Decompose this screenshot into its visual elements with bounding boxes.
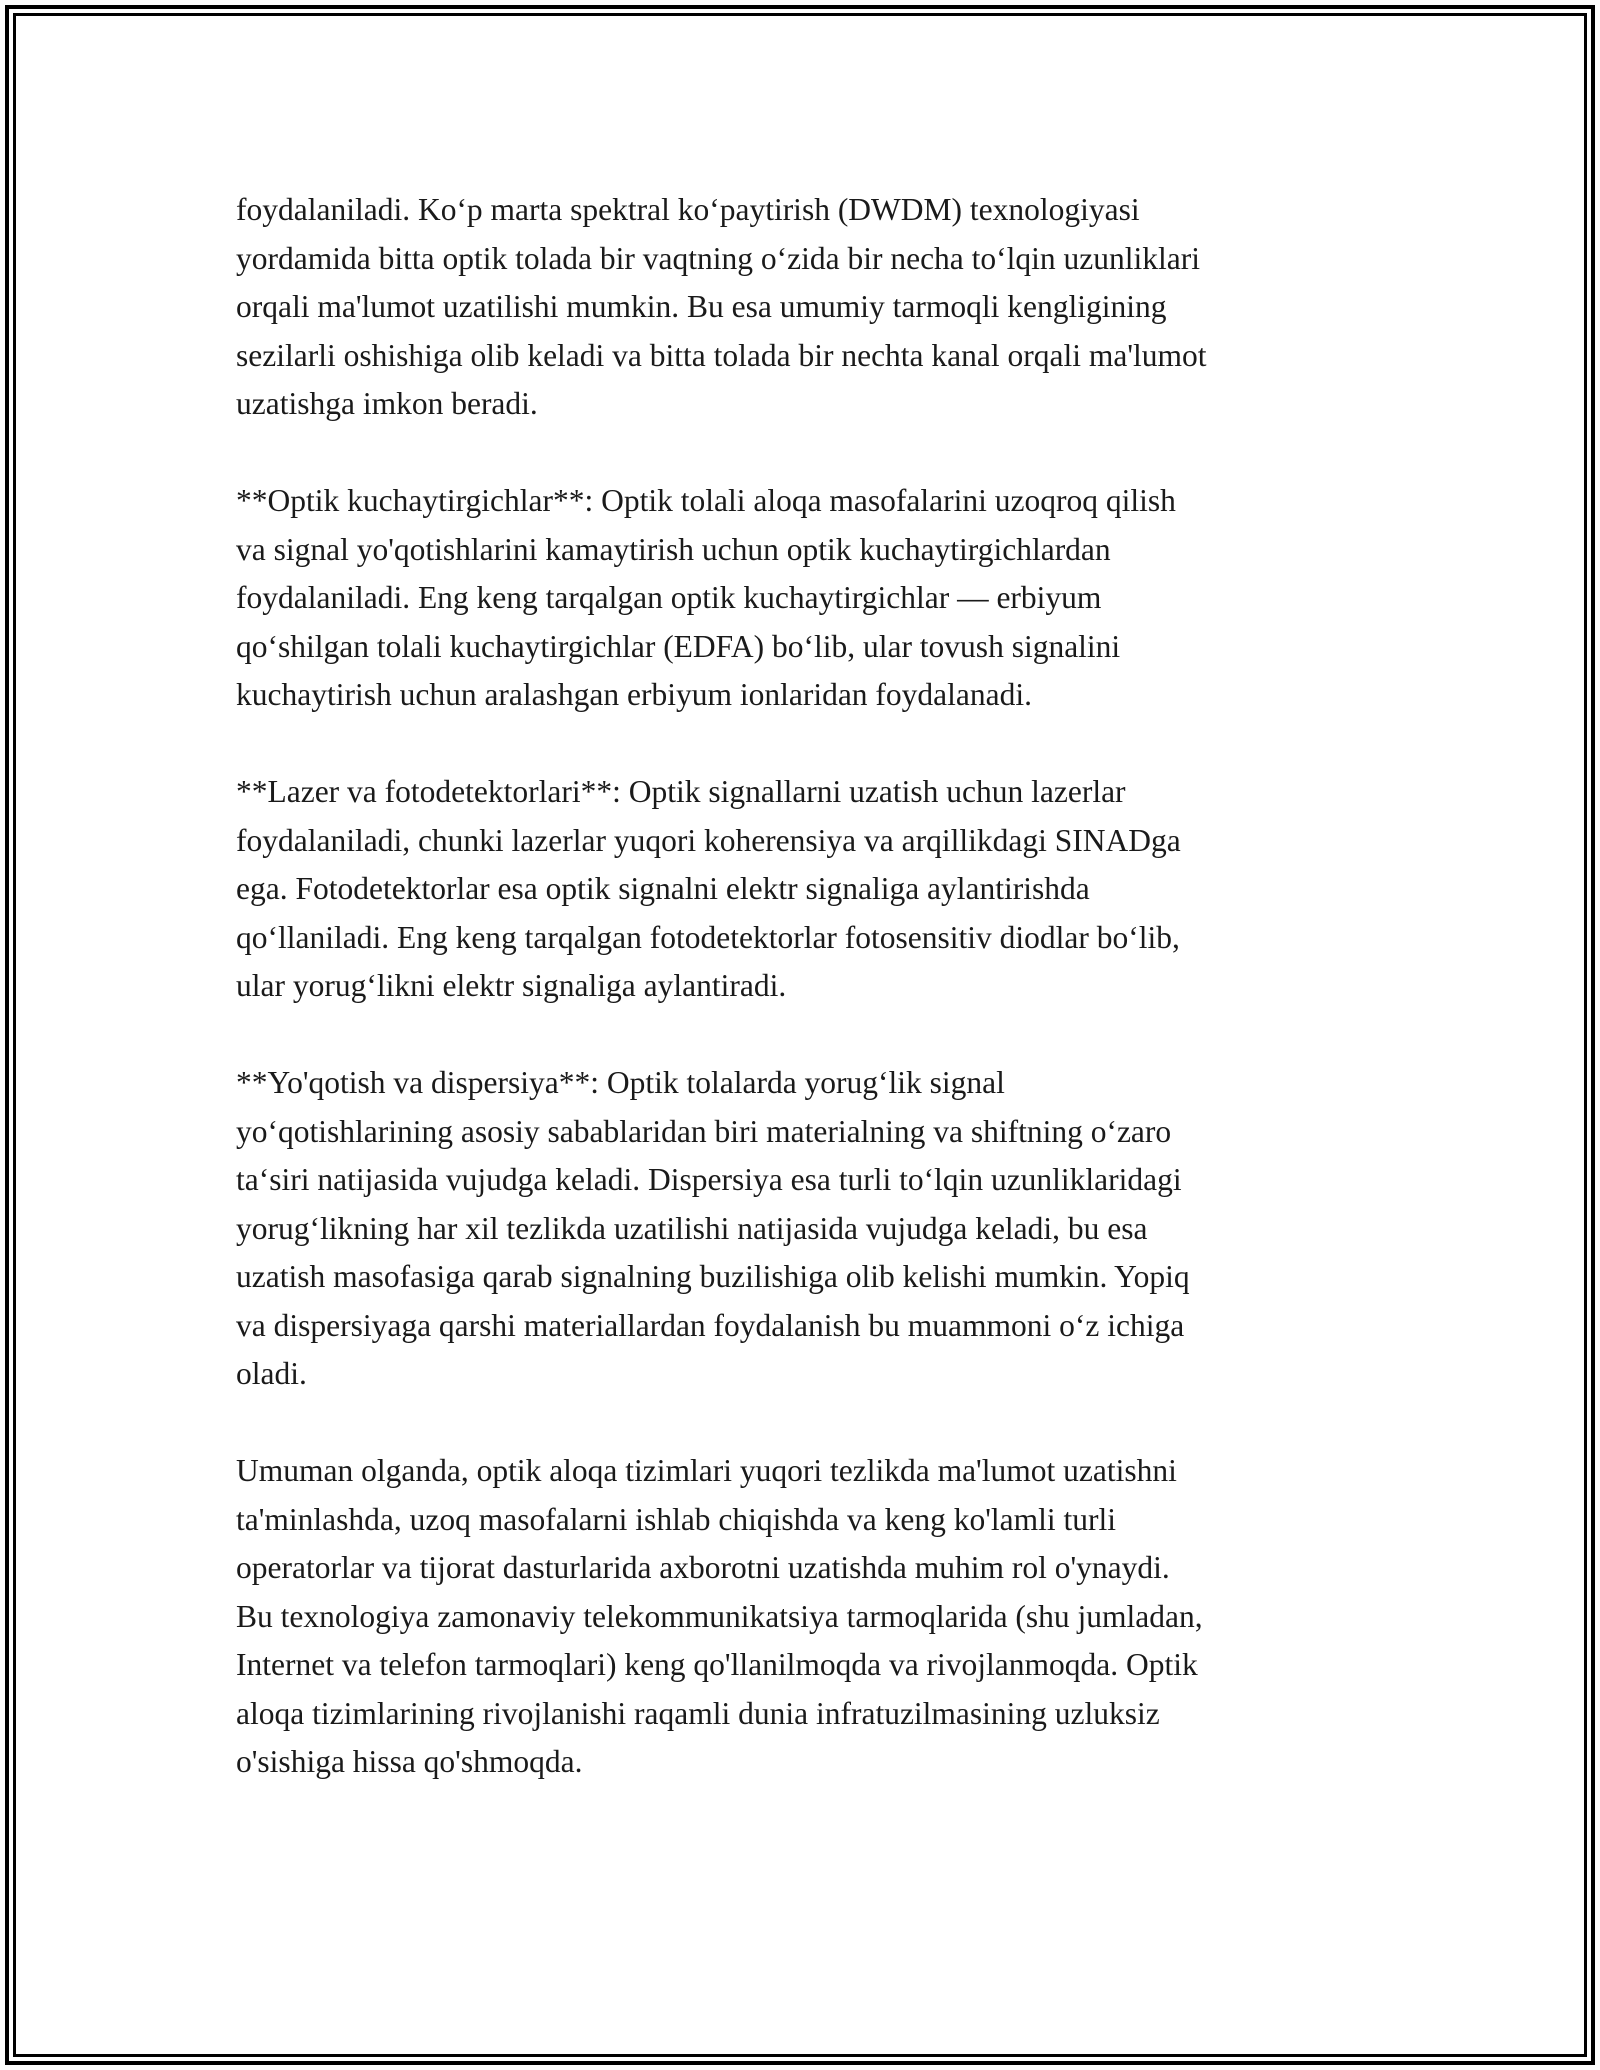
paragraph-loss-dispersion (236, 1059, 1376, 1399)
paragraph-conclusion (236, 1447, 1376, 1787)
paragraph-optical-amplifiers (236, 477, 1376, 720)
text-line: uzatishga imkon beradi. (236, 386, 538, 421)
text-line: ular yorug‘likni elektr signaliga aylantiradi. (236, 968, 787, 1003)
text-line: Bu texnologiya zamonaviy telekommunikatsiya tarmoqlarida (shu jumladan, (236, 1598, 1203, 1634)
text-line: ta'minlashda, uzoq masofalarni ishlab chiqishda va keng ko'lamli turli (236, 1501, 1117, 1537)
text-line: qo‘shilgan tolali kuchaytirgichlar (EDFA) bo‘lib, ular tovush signalini (236, 628, 1121, 664)
document-body (236, 186, 1376, 1835)
text-line: qo‘llaniladi. Eng keng tarqalgan fotodetektorlar fotosensitiv diodlar bo‘lib, (236, 919, 1180, 955)
text-line: yo‘qotishlarining asosiy sabablaridan biri materialning va shiftning o‘zaro (236, 1113, 1172, 1149)
text-line: foydalaniladi, chunki lazerlar yuqori koherensiya va arqillikdagi SINADga (236, 822, 1181, 858)
text-line: va dispersiyaga qarshi materiallardan foydalanish bu muammoni o‘z ichiga (236, 1307, 1185, 1343)
text-line: sezilarli oshishiga olib keladi va bitta tolada bir nechta kanal orqali ma'lumot (236, 337, 1207, 373)
text-line: va signal yo'qotishlarini kamaytirish uchun optik kuchaytirgichlardan (236, 531, 1111, 567)
text-line: foydalaniladi. Ko‘p marta spektral ko‘paytirish (DWDM) texnologiyasi (236, 192, 1140, 227)
paragraph-lasers-photodetectors (236, 768, 1376, 1011)
paragraph-dwdm (236, 186, 1376, 429)
text-line: Internet va telefon tarmoqlari) keng qo'llanilmoqda va rivojlanmoqda. Optik (236, 1647, 1198, 1682)
text-line: orqali ma'lumot uzatilishi mumkin. Bu esa umumiy tarmoqli kengligining (236, 289, 1167, 324)
text-line: yordamida bitta optik tolada bir vaqtning o‘zida bir necha to‘lqin uzunliklari (236, 240, 1200, 276)
text-line: operatorlar va tijorat dasturlarida axborotni uzatishda muhim rol o'ynaydi. (236, 1550, 1170, 1585)
text-line: uzatish masofasiga qarab signalning buzilishiga olib kelishi mumkin. Yopiq (236, 1259, 1190, 1294)
text-line: yorug‘likning har xil tezlikda uzatilishi natijasida vujudga keladi, bu esa (236, 1210, 1148, 1246)
text-line: foydalaniladi. Eng keng tarqalgan optik kuchaytirgichlar — erbiyum (236, 580, 1102, 615)
text-line: kuchaytirish uchun aralashgan erbiyum ionlaridan foydalanadi. (236, 677, 1032, 712)
text-line: Umuman olganda, optik aloqa tizimlari yuqori tezlikda ma'lumot uzatishni (236, 1453, 1177, 1488)
text-line: oladi. (236, 1356, 307, 1391)
text-line: aloqa tizimlarining rivojlanishi raqamli dunia infratuzilmasining uzluksiz (236, 1695, 1160, 1731)
text-line: o'sishiga hissa qo'shmoqda. (236, 1744, 583, 1779)
text-line: **Optik kuchaytirgichlar**: Optik tolali aloqa masofalarini uzoqroq qilish (236, 483, 1176, 518)
text-line: **Yo'qotish va dispersiya**: Optik tolalarda yorug‘lik signal (236, 1065, 1005, 1100)
text-line: ega. Fotodetektorlar esa optik signalni elektr signaliga aylantirishda (236, 871, 1090, 906)
text-line: **Lazer va fotodetektorlari**: Optik signallarni uzatish uchun lazerlar (236, 774, 1126, 809)
text-line: ta‘siri natijasida vujudga keladi. Dispersiya esa turli to‘lqin uzunliklaridagi (236, 1162, 1182, 1197)
